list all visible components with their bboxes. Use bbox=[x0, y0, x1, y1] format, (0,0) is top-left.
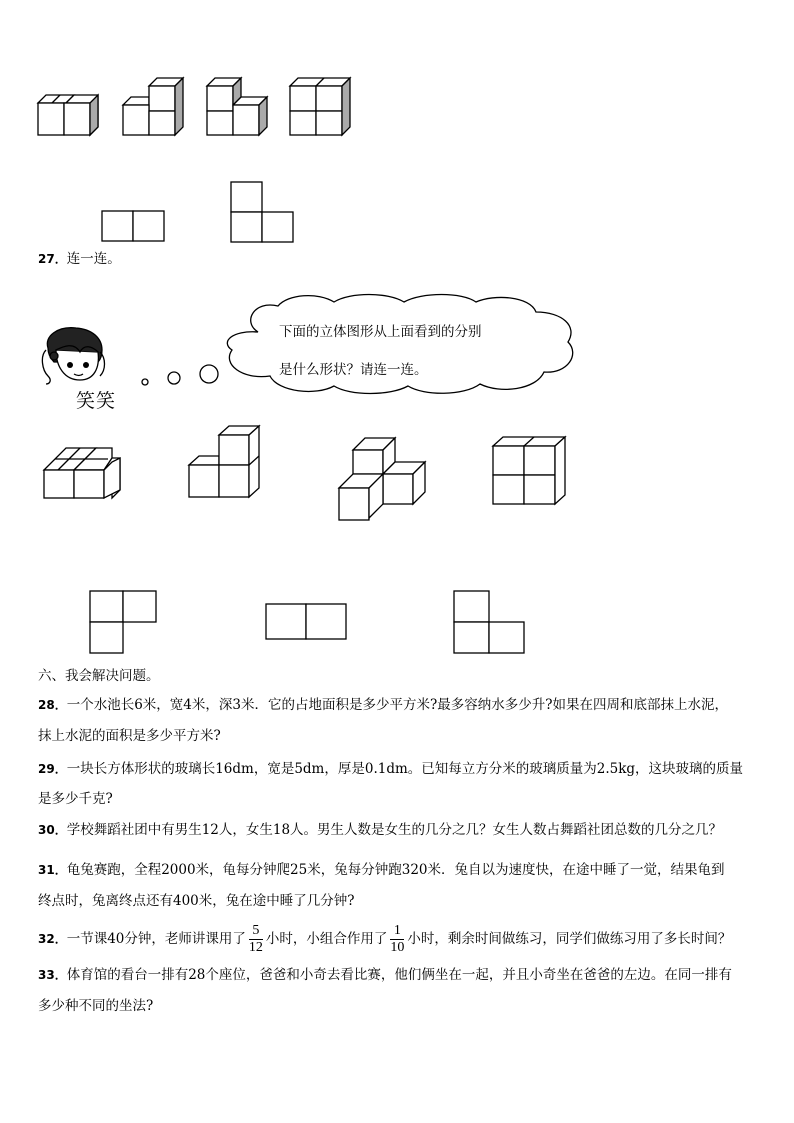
question-28-line-2: 抹上水泥的面积是多少平方米? bbox=[38, 728, 221, 744]
q27-solid-figure-1 bbox=[44, 444, 124, 499]
q27-flat-view-two-squares bbox=[265, 603, 347, 640]
question-number: 31． bbox=[38, 863, 67, 877]
question-text-part-1: 一节课40分钟，老师讲课用了 bbox=[66, 931, 246, 947]
question-number: 29． bbox=[38, 762, 67, 776]
question-33-line-1 bbox=[38, 967, 732, 983]
fraction-numerator: 1 bbox=[390, 923, 404, 940]
question-29-line-1 bbox=[38, 761, 743, 777]
section-title: 六、我会解决问题。 bbox=[38, 668, 160, 684]
question-33-line-2: 多少种不同的坐法? bbox=[38, 998, 154, 1014]
cloud-text-line-2: 是什么形状？请连一连。 bbox=[279, 362, 428, 378]
question-text: 体育馆的看台一排有28个座位，爸爸和小奇去看比赛，他们俩坐在一起，并且小奇坐在爸爸的左边。在同一排有 bbox=[66, 967, 732, 983]
top-solid-figure-3 bbox=[207, 77, 269, 137]
question-text-part-2: 小时，小组合作用了 bbox=[265, 931, 388, 947]
cloud-text-line-1: 下面的立体图形从上面看到的分别 bbox=[279, 324, 482, 340]
q27-flat-view-l-upper bbox=[89, 590, 157, 654]
q27-solid-figure-2 bbox=[189, 425, 263, 499]
question-number: 28． bbox=[38, 698, 67, 712]
question-text: 龟兔赛跑，全程2000米，龟每分钟爬25米，兔每分钟跑320米．兔自以为速度快，在途中睡了一觉，结果龟到 bbox=[66, 862, 725, 878]
question-32 bbox=[38, 920, 731, 958]
top-flat-view-two-squares bbox=[101, 210, 165, 242]
top-solid-figure-2 bbox=[123, 77, 185, 137]
question-number: 30． bbox=[38, 823, 67, 837]
question-text: 学校舞蹈社团中有男生12人，女生18人。男生人数是女生的几分之几？女生人数占舞蹈社团总数的几分之几？ bbox=[66, 822, 723, 838]
question-27 bbox=[38, 251, 121, 267]
q27-flat-view-l-lower bbox=[453, 590, 525, 654]
fraction-five-twelfths bbox=[249, 923, 263, 956]
fraction-denominator: 12 bbox=[248, 940, 263, 955]
fraction-numerator: 5 bbox=[249, 923, 263, 940]
question-text: 一个水池长6米，宽4米，深3米．它的占地面积是多少平方米?最多容纳水多少升?如果在四周和底部抹上水泥， bbox=[66, 697, 728, 713]
question-text-part-3: 小时，剩余时间做练习，同学们做练习用了多长时间？ bbox=[407, 931, 732, 947]
girl-name-label: 笑笑 bbox=[76, 390, 117, 412]
question-31-line-2: 终点时，兔离终点还有400米，兔在途中睡了几分钟? bbox=[38, 893, 355, 909]
question-text: 连一连。 bbox=[66, 251, 121, 267]
top-solid-figure-4 bbox=[290, 77, 352, 137]
question-28-line-1 bbox=[38, 697, 728, 713]
q27-solid-figure-3 bbox=[339, 436, 429, 522]
fraction-one-tenth bbox=[390, 923, 404, 956]
top-flat-view-l-shape bbox=[230, 181, 294, 243]
question-31-line-1 bbox=[38, 862, 725, 878]
question-number: 27． bbox=[38, 252, 67, 266]
thought-cloud bbox=[218, 292, 580, 396]
question-text: 一块长方体形状的玻璃长16dm，宽是5dm，厚是0.1dm。已知每立方分米的玻璃质量为2.5kg，这块玻璃的质量 bbox=[66, 761, 744, 777]
thought-bubble-dots bbox=[138, 362, 220, 388]
question-29-line-2: 是多少千克? bbox=[38, 791, 113, 807]
question-number: 33． bbox=[38, 968, 67, 982]
question-30 bbox=[38, 822, 722, 838]
question-number: 32． bbox=[38, 932, 67, 946]
fraction-denominator: 10 bbox=[390, 940, 405, 955]
q27-solid-figure-4 bbox=[493, 436, 567, 506]
girl-cartoon-icon bbox=[40, 326, 118, 386]
top-solid-figure-1 bbox=[38, 94, 100, 136]
